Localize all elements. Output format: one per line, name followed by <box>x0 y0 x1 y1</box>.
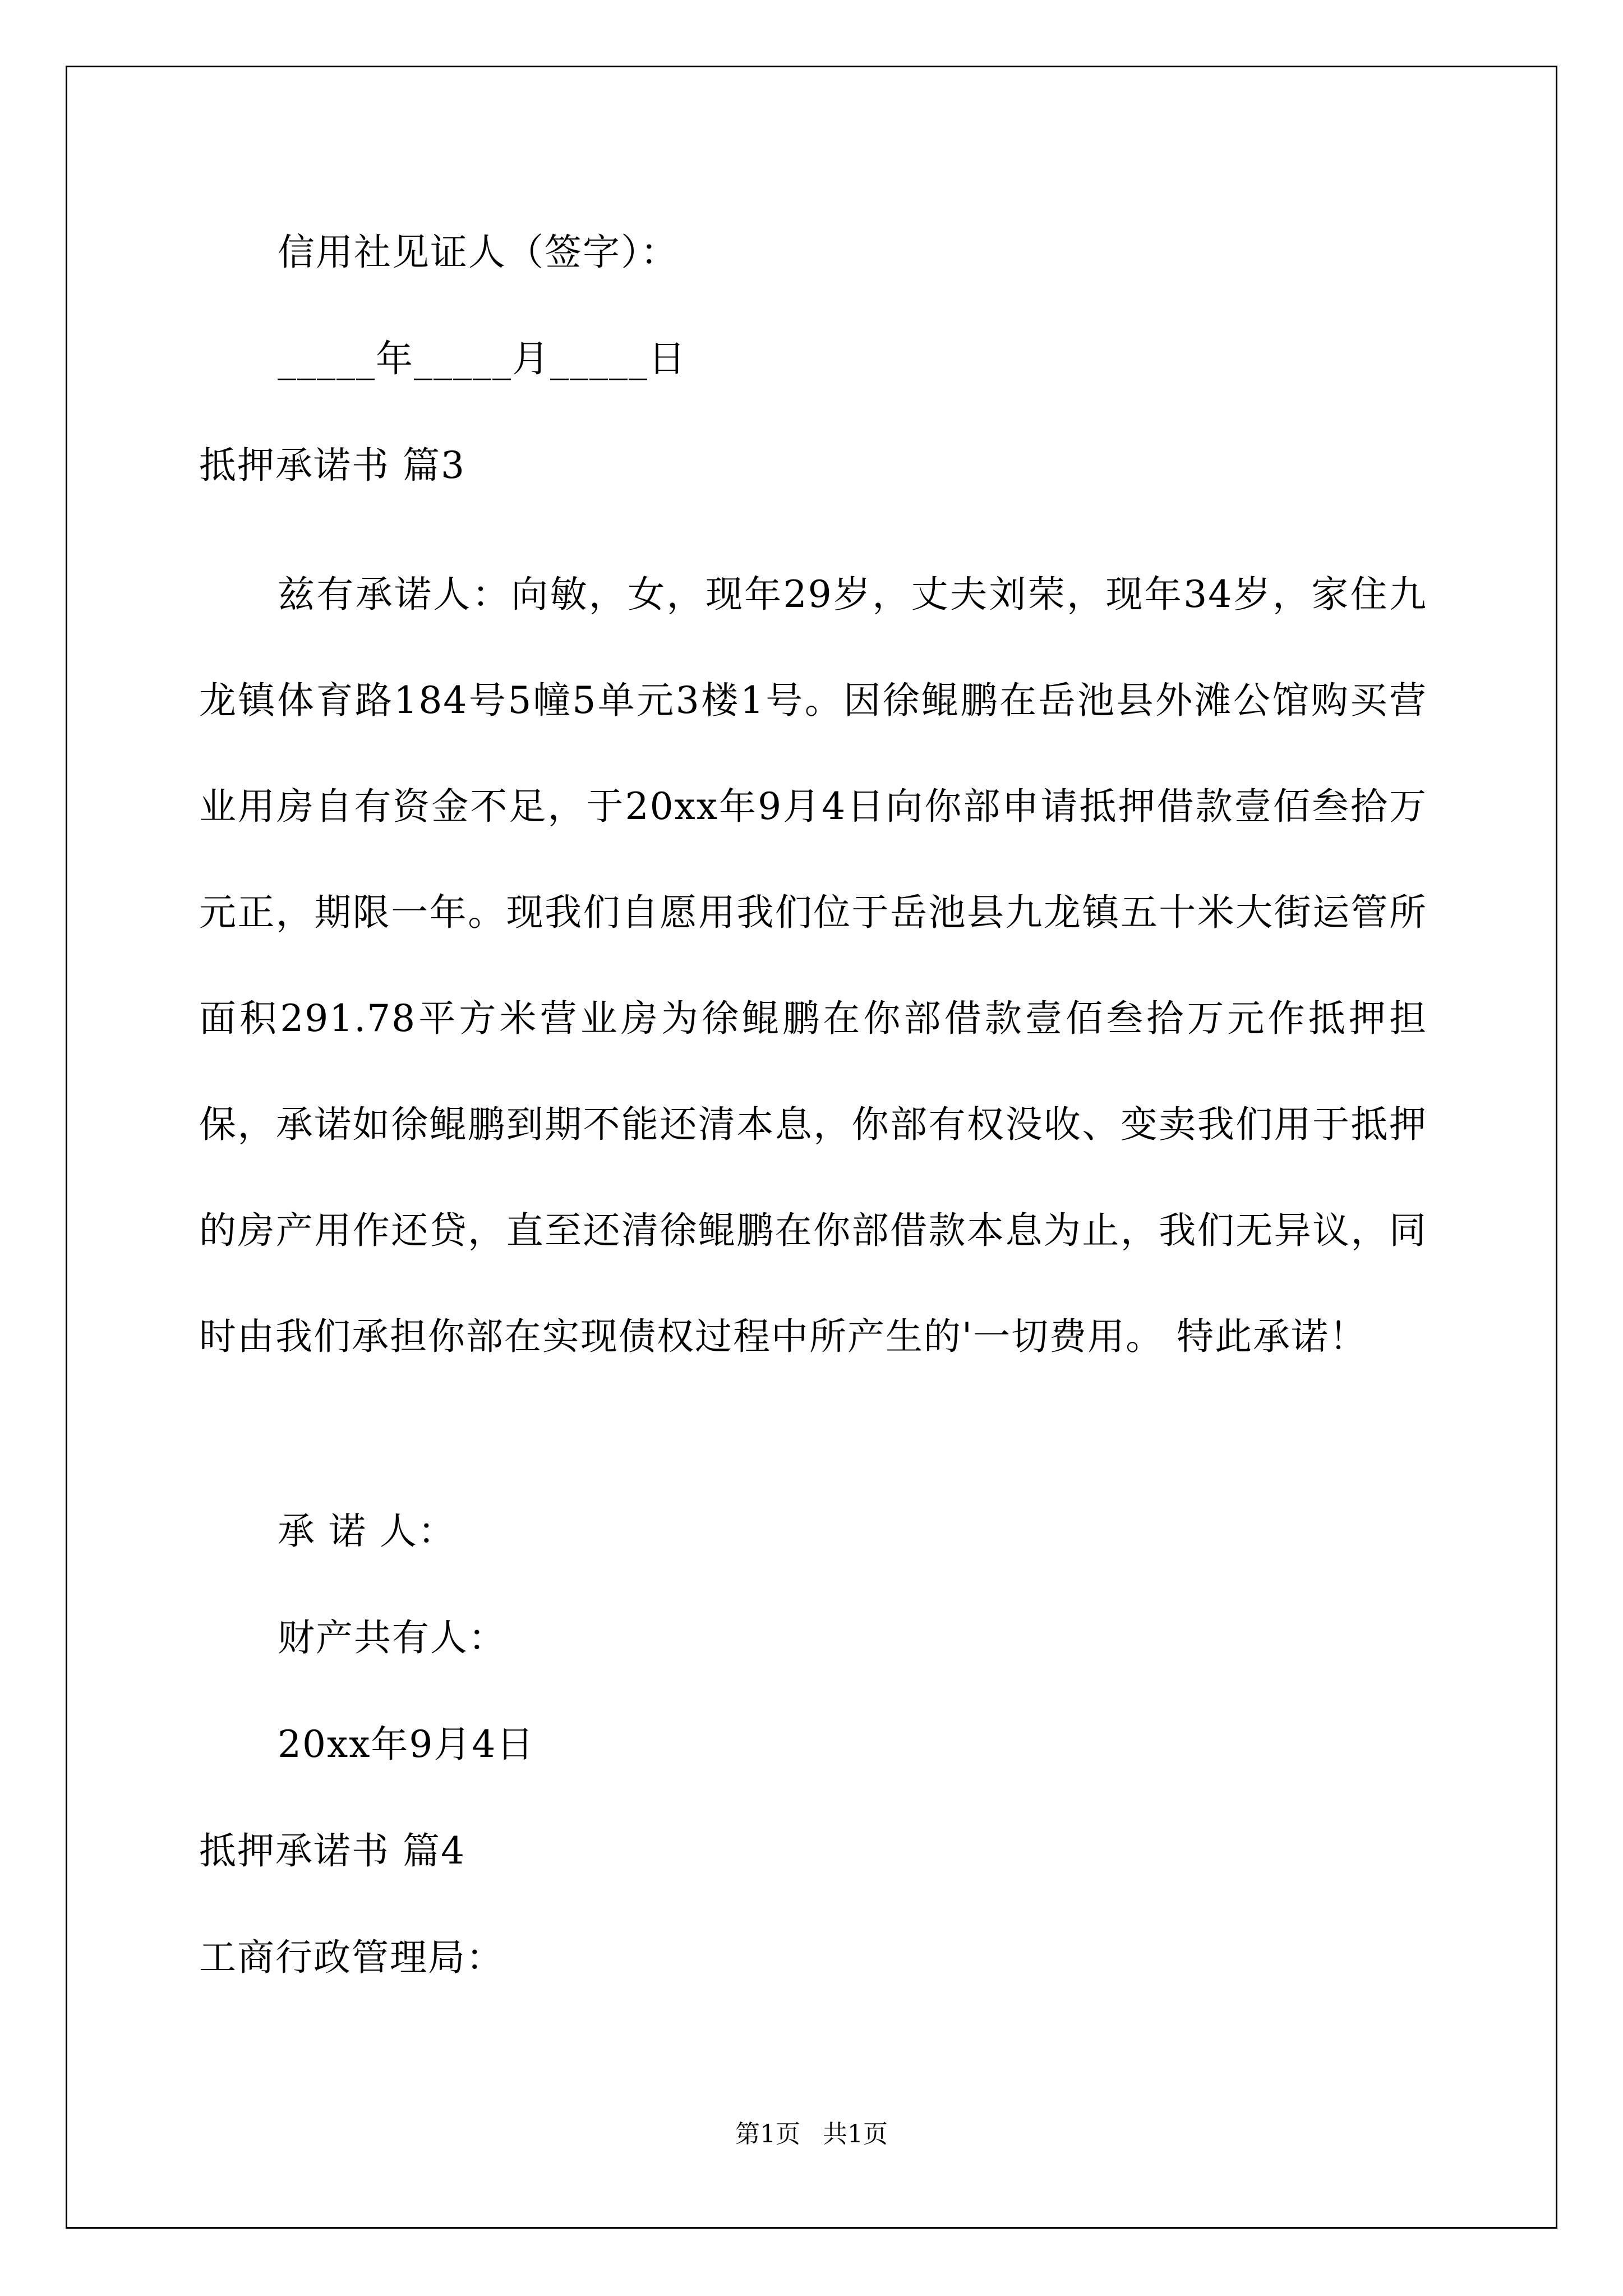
section-heading-4: 抵押承诺书 篇4 <box>199 1829 465 1872</box>
body-paragraph: 兹有承诺人：向敏，女，现年29岁，丈夫刘荣，现年34岁，家住九龙镇体育路184号5幢5单元3楼1号。因徐鲲鹏在岳池县外滩公馆购买营业用房自有资金不足，于20xx年9月4日向你部申请抵押借款壹佰叁拾万元正，期限一年。现我们自愿用我们位于岳池县九龙镇五十米大街运管所面积291.78平方米营业房为徐鲲鹏在你部借款壹佰叁拾万元作抵押担保，承诺如徐鲲鹏到期不能还清本息，你部有权没收、变卖我们用于抵押的房产用作还贷，直至还清徐鲲鹏在你部借款本息为止，我们无异议，同时由我们承担你部在实现债权过程中所产生的'一切费用。 特此承诺！ <box>199 573 1427 1358</box>
total-pages: 共1页 <box>823 2120 888 2148</box>
addressee-line: 工商行政管理局： <box>199 1936 504 1979</box>
promisor-label: 承 诺 人： <box>278 1510 456 1553</box>
co-owner-label: 财产共有人： <box>278 1616 506 1659</box>
page-number: 第1页 <box>735 2120 800 2148</box>
page-footer <box>0 2118 1623 2151</box>
sign-date: 20xx年9月4日 <box>278 1723 535 1766</box>
witness-signature-line: 信用社见证人（签字）： <box>278 231 679 274</box>
date-blank-line: _____年_____月_____日 <box>278 337 686 380</box>
section-heading-3: 抵押承诺书 篇3 <box>199 444 465 487</box>
